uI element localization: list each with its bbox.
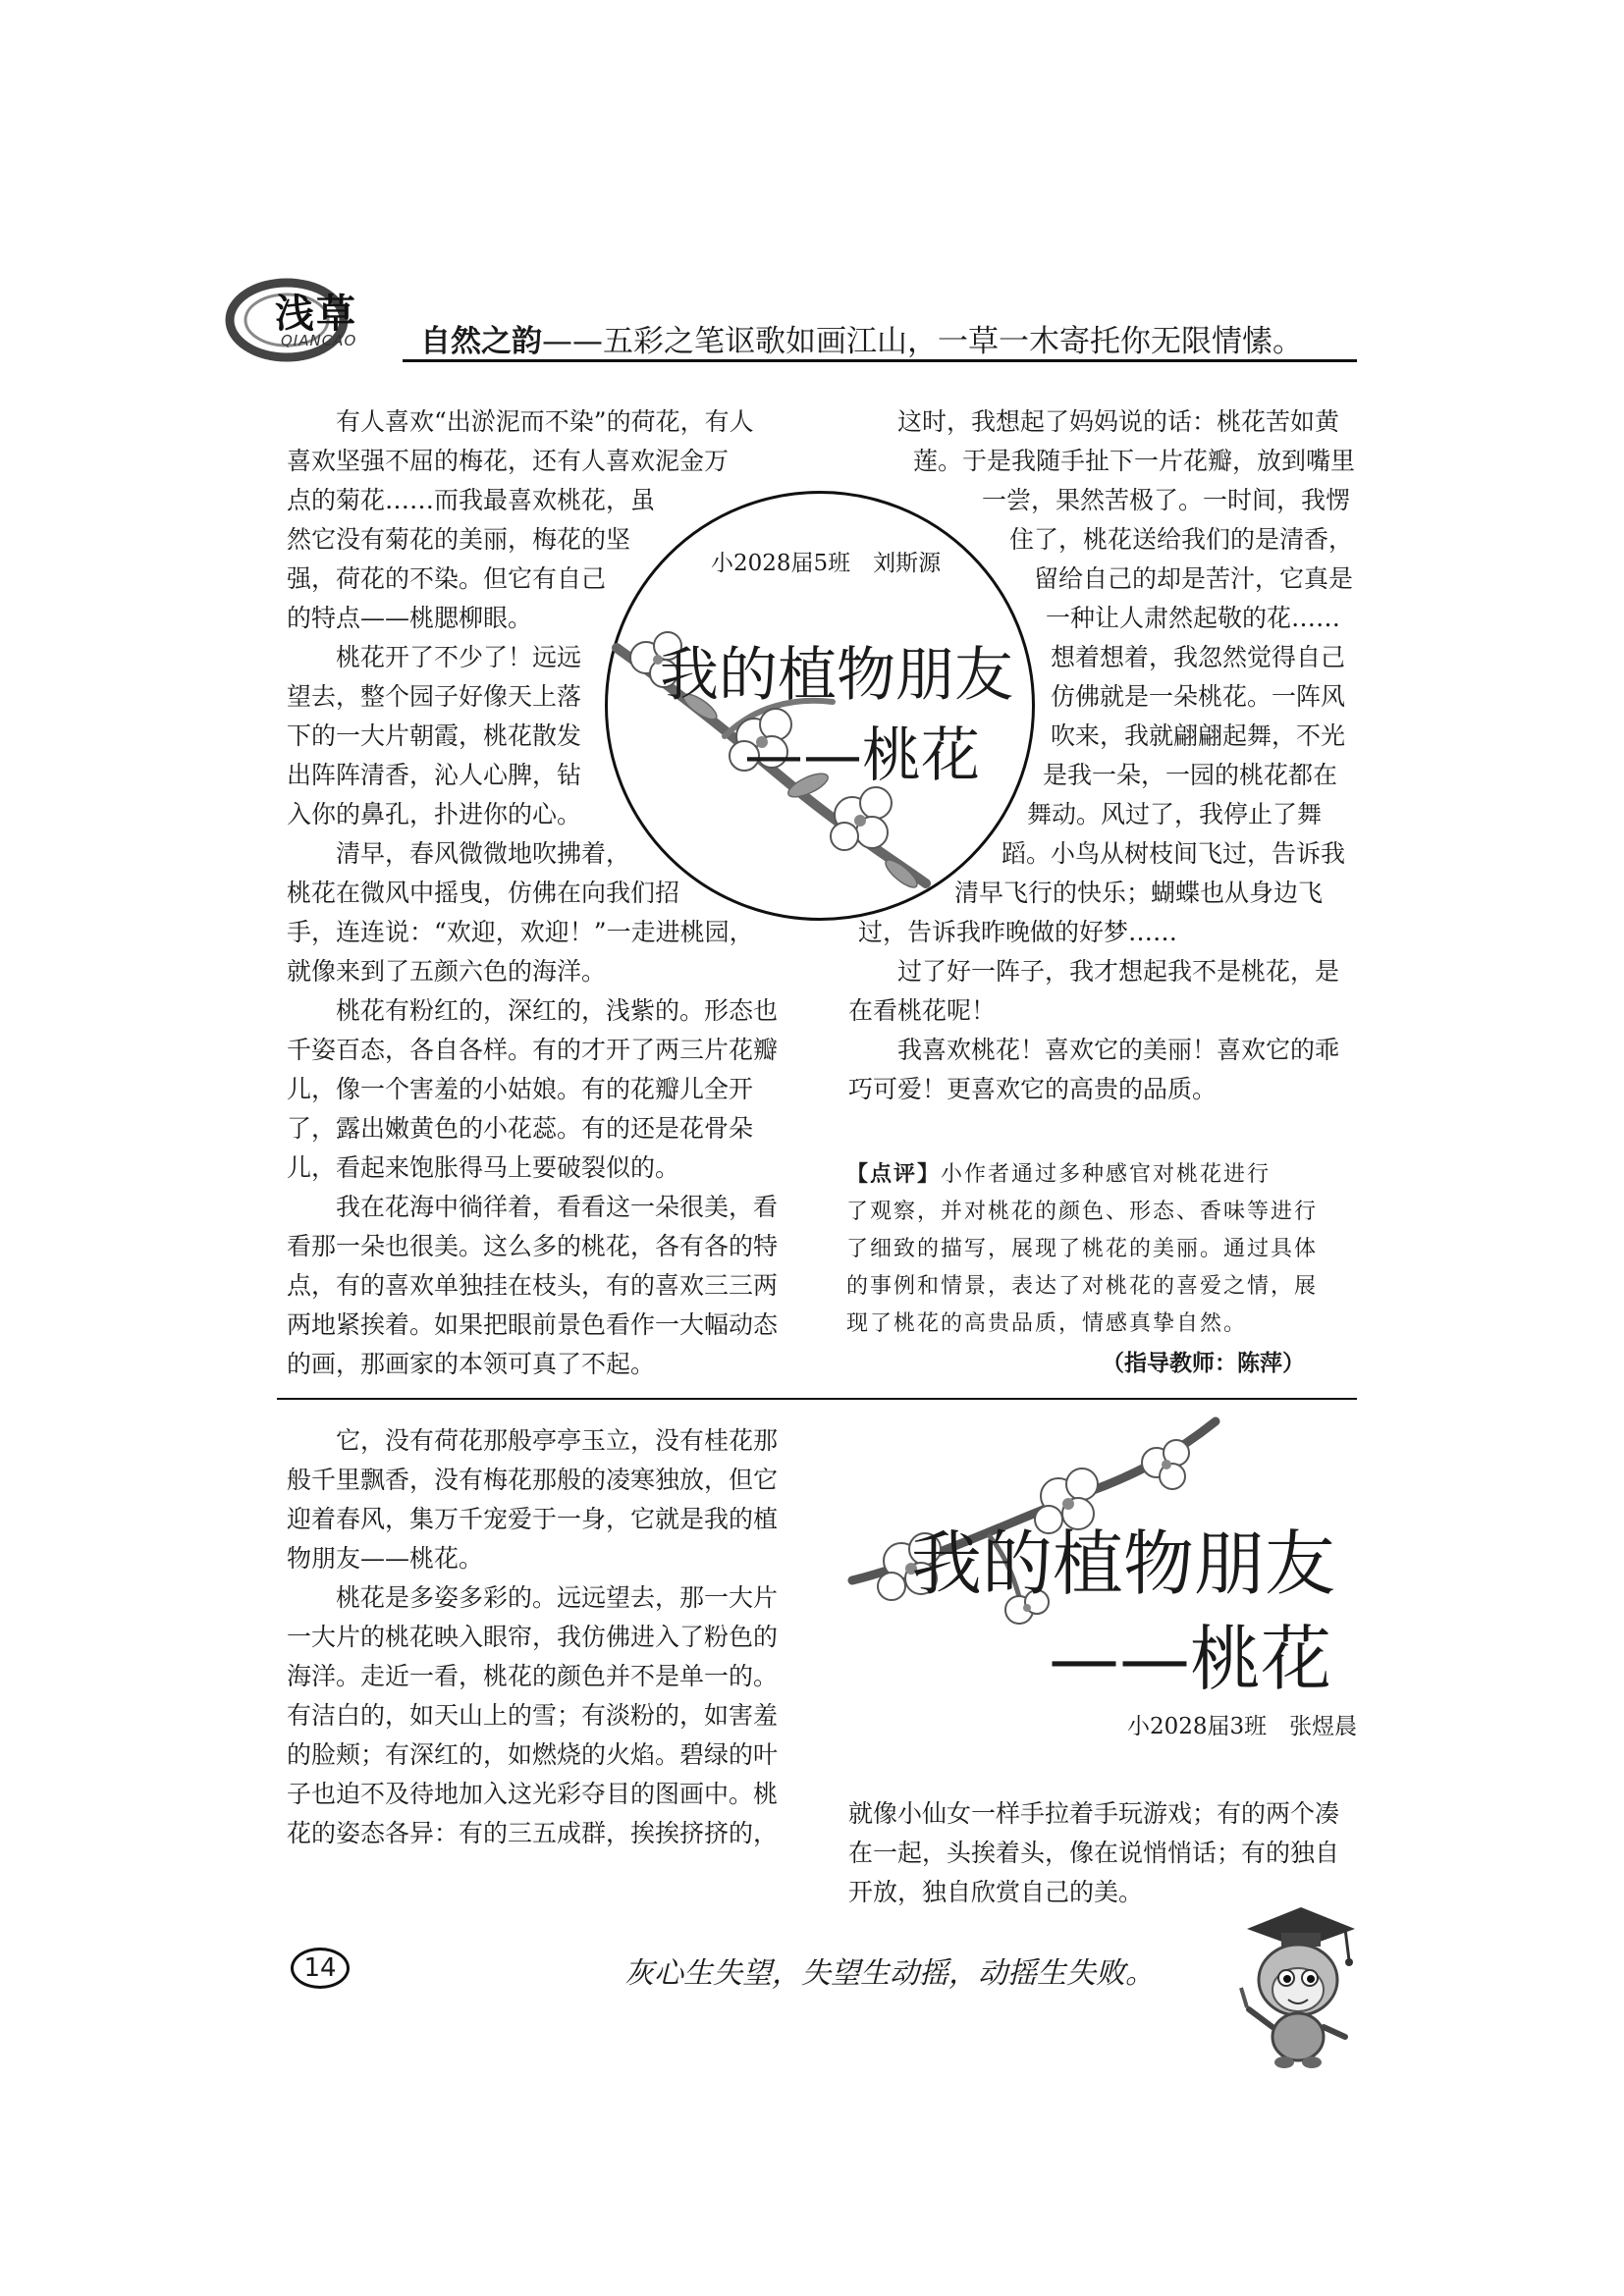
text-line: 在一起，头挨着头，像在说悄悄话；有的独自 [848, 1839, 1340, 1867]
text-line: 的特点——桃腮柳眼。 [287, 604, 533, 632]
text-line: 一大片的桃花映入眼帘，我仿佛进入了粉色的 [287, 1623, 779, 1651]
article1-right-line: 想着想着，我忽然觉得自己 [1001, 643, 1346, 671]
text-line: 有洁白的，如天山上的雪；有淡粉的，如害羞 [287, 1701, 779, 1730]
article1-left-column [287, 402, 778, 1384]
article1-teacher: （指导教师：陈萍） [1102, 1351, 1305, 1376]
article1-right-line: 吹来，我就翩翩起舞，不光 [1051, 721, 1346, 750]
comment-line: 现了桃花的高贵品质，情感真挚自然。 [846, 1311, 1248, 1336]
text-line: 清早，春风微微地吹拂着， [287, 839, 631, 868]
text-line: 海洋。走近一看，桃花的颜色并不是单一的。 [287, 1662, 779, 1690]
header-rule [403, 359, 1357, 362]
text-line: 下的一大片朝霞，桃花散发 [287, 721, 582, 750]
text-line: 花的姿态各异：有的三五成群，挨挨挤挤的， [287, 1819, 779, 1847]
text-line: 望去，整个园子好像天上落 [287, 682, 582, 711]
text-line: 两地紧挨着。如果把眼前景色看作一大幅动态 [287, 1310, 779, 1339]
text-line: 手，连连说：“欢迎，欢迎！”一走进桃园， [287, 918, 754, 946]
monkey-graduate-mascot-icon [1227, 1899, 1360, 2071]
article1-right-line: 过了好一阵子，我才想起我不是桃花，是 [848, 957, 1340, 986]
article1-right-line: 莲。于是我随手扯下一片花瓣，放到嘴里 [913, 447, 1356, 475]
article2-byline: 小2028届3班 张煜晨 [1127, 1714, 1358, 1739]
text-line: 强，荷花的不染。但它有自己 [287, 564, 607, 593]
article1-right-line: 我喜欢桃花！喜欢它的美丽！喜欢它的乖 [848, 1036, 1340, 1064]
footer-quote: 灰心生失望，失望生动摇，动摇生失败。 [624, 1956, 1155, 1991]
text-line: 入你的鼻孔，扑进你的心。 [287, 800, 582, 828]
text-line: 的脸颊；有深红的，如燃烧的火焰。碧绿的叶 [287, 1740, 779, 1769]
text-line: 出阵阵清香，沁人心脾，钻 [287, 761, 582, 789]
logo-text: 浅草 [275, 292, 357, 337]
text-line: 有人喜欢“出淤泥而不染”的荷花，有人 [287, 407, 754, 436]
article1-right-line: 仿佛就是一朵桃花。一阵风 [1051, 682, 1346, 711]
article1-right-line: 蹈。小鸟从树枝间飞过，告诉我 [1001, 839, 1346, 868]
text-line: 点的菊花……而我最喜欢桃花，虽 [287, 486, 656, 514]
section-divider [277, 1398, 1357, 1400]
article1-right-line: 过，告诉我昨晚做的好梦…… [858, 918, 1178, 946]
article1-title-line1: 我的植物朋友 [660, 641, 1013, 710]
text-line: 儿，看起来饱胀得马上要破裂似的。 [287, 1153, 680, 1182]
text-line: 就像小仙女一样手拉着手玩游戏；有的两个凑 [848, 1799, 1340, 1828]
comment-line: 了观察，并对桃花的颜色、形态、香味等进行 [846, 1200, 1319, 1224]
article1-right-line: 留给自己的却是苦汁，它真是 [1034, 564, 1354, 593]
text-line: 它，没有荷花那般亭亭玉立，没有桂花那 [287, 1426, 779, 1455]
article1-right-line: 在看桃花呢！ [848, 996, 997, 1025]
page-number: 14 [291, 1948, 350, 1989]
section-header [420, 316, 1303, 360]
article1-right-line: 一尝，果然苦极了。一时间，我愣 [982, 486, 1351, 514]
article1-comment [846, 1156, 1357, 1343]
text-line: 桃花开了不少了！远远 [287, 643, 582, 671]
comment-line: 了细致的描写，展现了桃花的美丽。通过具体 [846, 1237, 1319, 1261]
article1-right-line: 巧可爱！更喜欢它的高贵的品质。 [848, 1075, 1218, 1103]
text-line: 看那一朵也很美。这么多的桃花，各有各的特 [287, 1232, 779, 1260]
article2-title-line2: ——桃花 [1049, 1618, 1332, 1700]
article1-right-line: 这时，我想起了妈妈说的话：桃花苦如黄 [848, 407, 1340, 436]
comment-line: 小作者通过多种感官对桃花进行 [941, 1162, 1272, 1187]
logo-subtitle: QIANCAO [281, 332, 357, 349]
article1-right-line: 一种让人肃然起敬的花…… [1046, 604, 1341, 632]
text-line: 般千里飘香，没有梅花那般的凌寒独放，但它 [287, 1466, 779, 1494]
text-line: 桃花是多姿多彩的。远远望去，那一大片 [287, 1583, 779, 1612]
text-line: 点，有的喜欢单独挂在枝头，有的喜欢三三两 [287, 1271, 779, 1300]
article1-byline: 小2028届5班 刘斯源 [711, 551, 942, 576]
article1-title-line2: ——桃花 [744, 721, 980, 790]
text-line: 了，露出嫩黄色的小花蕊。有的还是花骨朵 [287, 1114, 754, 1143]
text-line: 儿，像一个害羞的小姑娘。有的花瓣儿全开 [287, 1075, 754, 1103]
text-line: 子也迫不及待地加入这光彩夺目的图画中。桃 [287, 1780, 779, 1808]
text-line: 物朋友——桃花。 [287, 1544, 484, 1573]
article1-right-line: 住了，桃花送给我们的是清香， [1009, 525, 1354, 554]
article1-right-line: 是我一朵，一园的桃花都在 [1043, 761, 1338, 789]
article1-right-line: 清早飞行的快乐；蝴蝶也从身边飞 [954, 879, 1324, 907]
text-line: 开放，独自欣赏自己的美。 [848, 1878, 1144, 1906]
text-line: 迎着春风，集万千宠爱于一身，它就是我的植 [287, 1505, 779, 1533]
text-line: 我在花海中徜徉着，看看这一朵很美，看 [287, 1193, 779, 1221]
section-slogan: ——五彩之笔讴歌如画江山，一草一木寄托你无限情愫。 [542, 324, 1303, 359]
text-line: 千姿百态，各自各样。有的才开了两三片花瓣 [287, 1036, 779, 1064]
article2-title-line1: 我的植物朋友 [911, 1522, 1336, 1605]
comment-line: 的事例和情景，表达了对桃花的喜爱之情，展 [846, 1274, 1319, 1299]
text-line: 喜欢坚强不屈的梅花，还有人喜欢泥金万 [287, 447, 730, 475]
text-line: 的画，那画家的本领可真了不起。 [287, 1350, 656, 1378]
section-name: 自然之韵 [420, 324, 542, 359]
text-line: 就像来到了五颜六色的海洋。 [287, 957, 607, 986]
text-line: 桃花有粉红的，深红的，浅紫的。形态也 [287, 996, 779, 1025]
article2-left-column [287, 1421, 778, 1853]
comment-tag: 【点评】 [846, 1162, 942, 1187]
text-line: 桃花在微风中摇曳，仿佛在向我们招 [287, 879, 680, 907]
article1-right-line: 舞动。风过了，我停止了舞 [1027, 800, 1323, 828]
article2-right-column [848, 1794, 1339, 1912]
text-line: 然它没有菊花的美丽，梅花的坚 [287, 525, 631, 554]
